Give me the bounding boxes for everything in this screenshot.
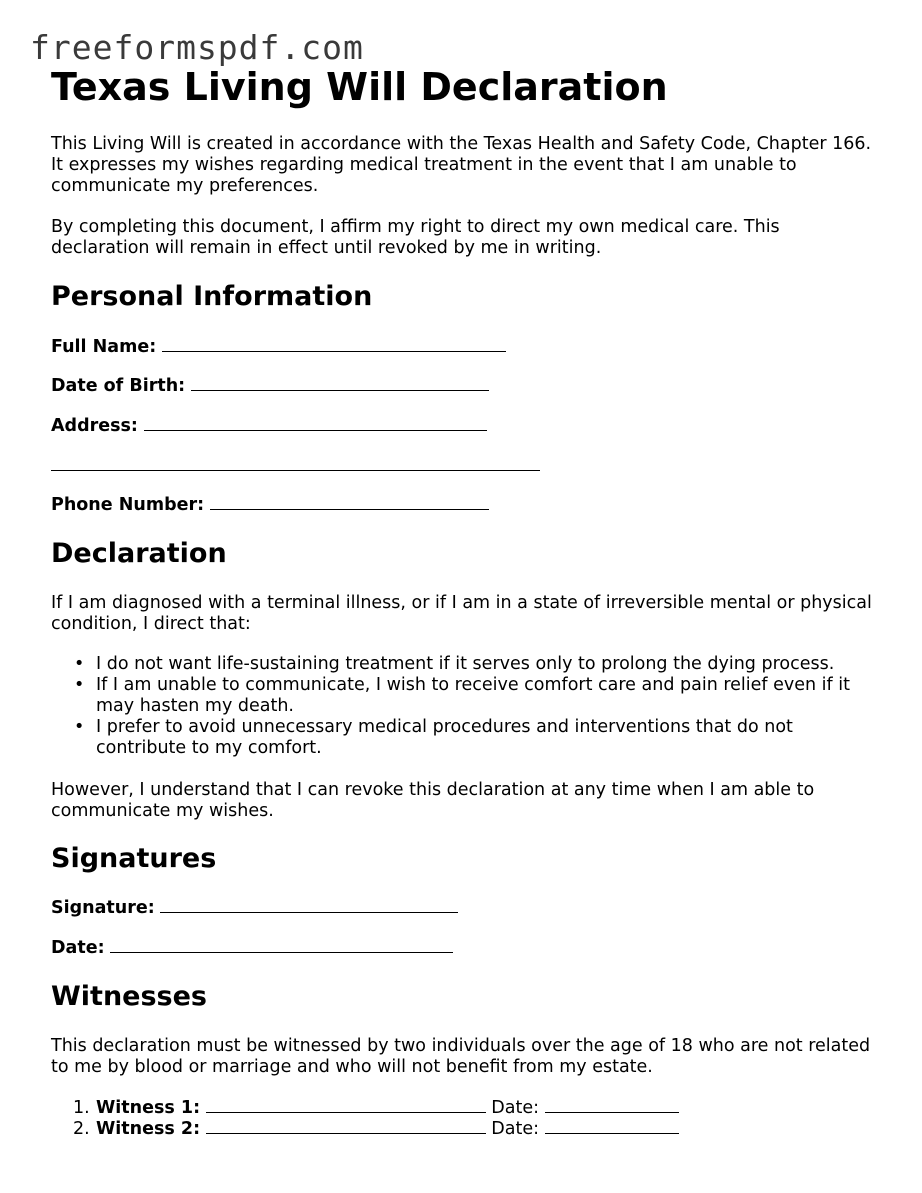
list-item bbox=[51, 1119, 881, 1140]
phone-number-field bbox=[51, 495, 489, 516]
intro-paragraph-2: By completing this document, I affirm my right to direct my own medical care. This declaration will remain in effect until revoked by me in writing. bbox=[51, 217, 780, 258]
signature-input[interactable] bbox=[160, 898, 458, 913]
page-title: Texas Living Will Declaration bbox=[51, 65, 668, 109]
full-name-label: Full Name: bbox=[51, 337, 157, 357]
signatures-heading: Signatures bbox=[51, 843, 217, 874]
list-item bbox=[51, 1098, 881, 1119]
address-line-2-field bbox=[51, 456, 540, 477]
phone-number-input[interactable] bbox=[210, 495, 489, 510]
list-item: • I do not want life-sustaining treatment if it serves only to prolong the dying process. bbox=[51, 654, 881, 675]
witnesses-intro: This declaration must be witnessed by two individuals over the age of 18 who are not related to me by blood or marriage and who will not benefit from my estate. bbox=[51, 1036, 871, 1077]
intro-paragraph-1: This Living Will is created in accordance with the Texas Health and Safety Code, Chapter 166. It expresses my wishes regarding medical treatment in the event that I am unable to communicate my preferences. bbox=[51, 134, 872, 196]
address-input-line-1[interactable] bbox=[144, 416, 487, 431]
address-label: Address: bbox=[51, 416, 138, 436]
witness-date-label: Date: bbox=[491, 1119, 539, 1139]
signature-field bbox=[51, 898, 458, 919]
declaration-list bbox=[51, 654, 881, 759]
watermark: freeformspdf.com bbox=[30, 28, 364, 67]
list-item: • I prefer to avoid unnecessary medical procedures and interventions that do not contribute to my comfort. bbox=[51, 717, 881, 759]
address-input-line-2[interactable] bbox=[51, 456, 540, 471]
full-name-input[interactable] bbox=[162, 337, 506, 352]
witness-date-label: Date: bbox=[491, 1098, 539, 1118]
witness-2-date-input[interactable] bbox=[545, 1119, 679, 1134]
witness-number: 1. bbox=[73, 1098, 90, 1118]
signature-date-field bbox=[51, 938, 453, 959]
list-item: • If I am unable to communicate, I wish to receive comfort care and pain relief even if it may hasten my death. bbox=[51, 675, 881, 717]
date-of-birth-field bbox=[51, 376, 489, 397]
witness-label: Witness 1: bbox=[96, 1098, 201, 1118]
phone-number-label: Phone Number: bbox=[51, 495, 205, 515]
personal-information-heading: Personal Information bbox=[51, 281, 373, 312]
declaration-heading: Declaration bbox=[51, 538, 227, 569]
witness-label: Witness 2: bbox=[96, 1119, 201, 1139]
witness-number: 2. bbox=[73, 1119, 90, 1139]
signature-date-label: Date: bbox=[51, 938, 105, 958]
signature-date-input[interactable] bbox=[110, 938, 453, 953]
witness-2-input[interactable] bbox=[206, 1119, 486, 1134]
witnesses-heading: Witnesses bbox=[51, 981, 208, 1012]
address-field bbox=[51, 416, 487, 437]
witness-list bbox=[51, 1098, 881, 1140]
witness-1-input[interactable] bbox=[206, 1098, 486, 1113]
date-of-birth-input[interactable] bbox=[191, 376, 489, 391]
declaration-intro: If I am diagnosed with a terminal illness, or if I am in a state of irreversible mental or physical condition, I direct that: bbox=[51, 593, 872, 634]
date-of-birth-label: Date of Birth: bbox=[51, 376, 186, 396]
declaration-closing: However, I understand that I can revoke this declaration at any time when I am able to communicate my wishes. bbox=[51, 780, 815, 821]
full-name-field bbox=[51, 337, 506, 358]
signature-label: Signature: bbox=[51, 898, 155, 918]
witness-1-date-input[interactable] bbox=[545, 1098, 679, 1113]
